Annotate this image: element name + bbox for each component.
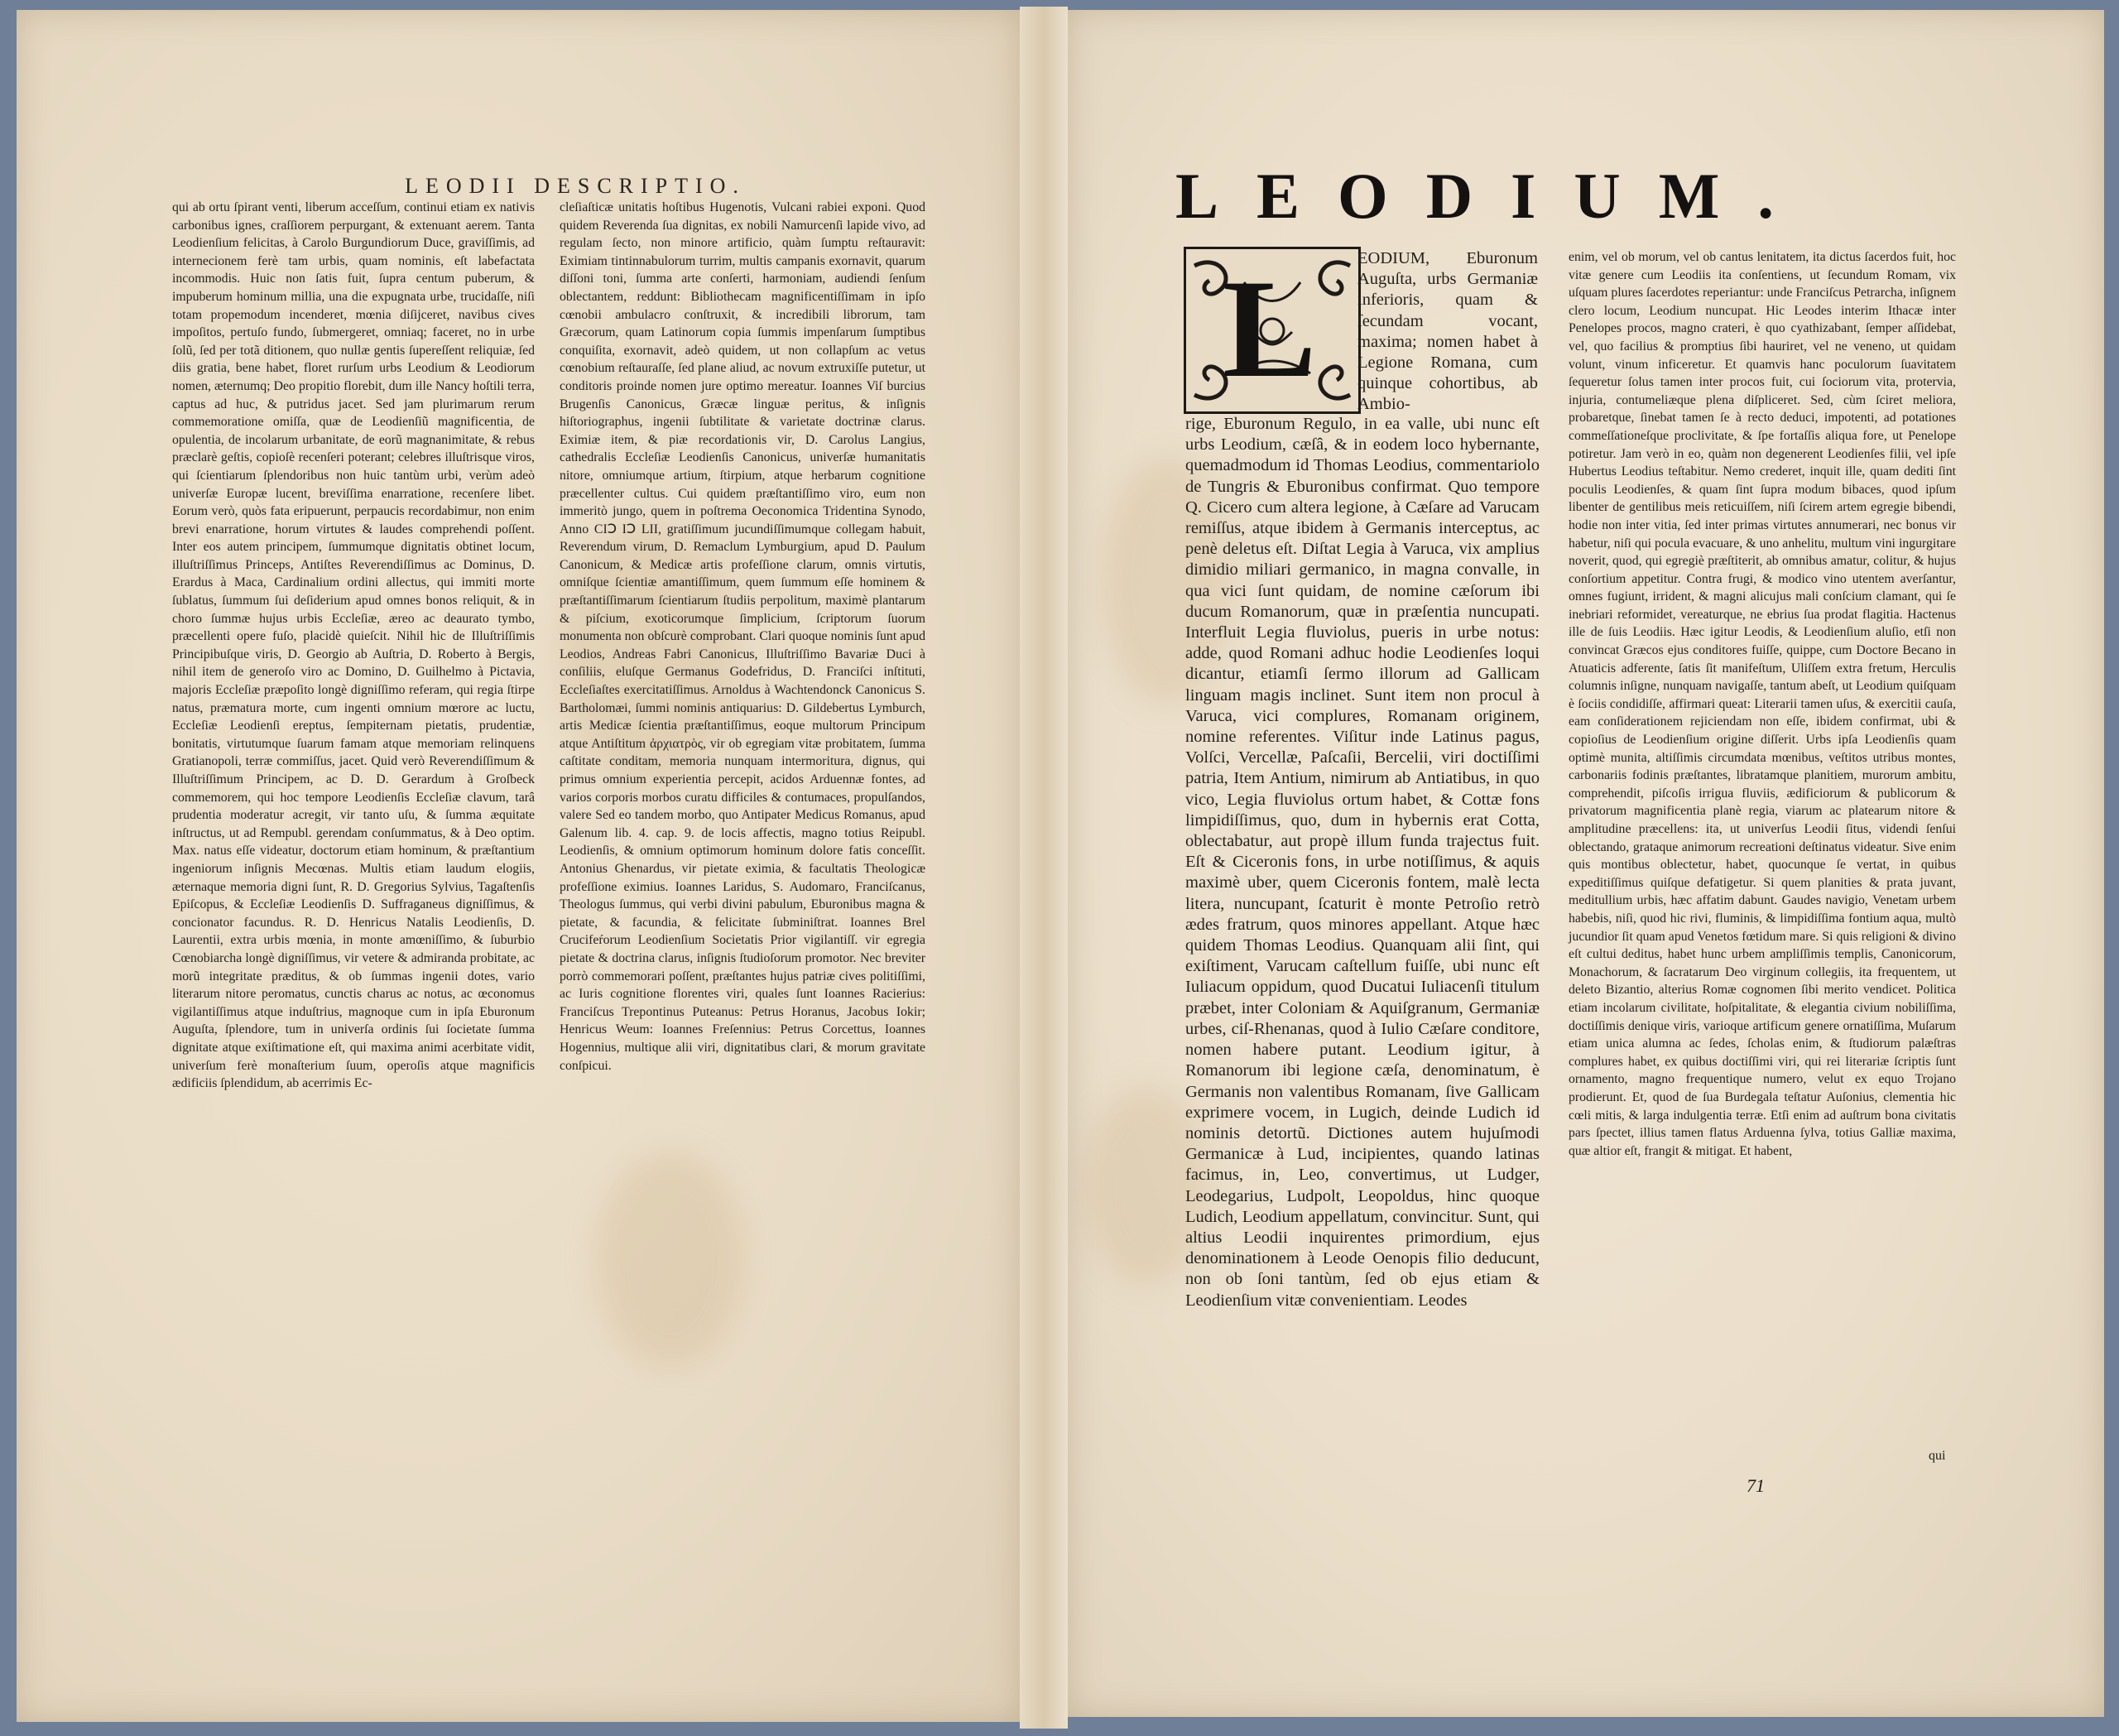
drop-cap-letter: L — [1223, 251, 1317, 406]
right-intro-text: EODIUM, Eburonum Auguſta, urbs Germaniæ inferioris, quam & ſecundam vocant, maxima; nomen habet à Legione Romana, cum quinque cohortibus, ab Ambio- — [1357, 249, 1538, 414]
page-title: LEODIUM. — [1175, 160, 1812, 232]
running-head: LEODII DESCRIPTIO. — [405, 174, 746, 198]
page-number: 71 — [1747, 1475, 1765, 1496]
center-fold — [1020, 7, 1068, 1729]
right-text-column-2: enim, vel ob morum, vel ob cantus lenitatem, ita dictus ſacerdos fuit, hoc vitæ genere cum Leodiis ita conſentiens, ut ſecundum Romam, vix uſquam plures ſacerdotes reperiantur: unde Franciſcus Petrarcha, inſignem clero locum, Leodium nuncupat. Hic Leodes interim Ithacæ inter Penelopes procos, magno crateri, è quo cyathizabant, ſemper aſſidebat, vel, quo facilius & promptius ſibi hauriret, vel ne veneno, ut quidam volunt, vinum inficeretur. Et quamvis hanc poculorum ſuavitatem ſequeretur ſolus tamen inter procos fuit, cui ſociorum vita, protervia, injuria, contumeliæque plena diſpliceret. Sed, cùm ſciret meliora, probaretque, ſinebat tamen ſe à recto deduci, impotenti, ad potationes commeſſationeſque proclivitate, & ſpe fortaſſis aliqua fore, ut Penelope potiretur. Jam verò in eo, quàm non degenerent Leodienſes filii, vel ipſe Hubertus Leodius teſtabitur. Nemo crederet, inquit ille, quam dediti ſint poculis Leodienſes, & quam ſint ſupra modum bibaces, quod ipſum libenter de gentilibus meis reticuiſſem, niſi ſcirem artem egregie bibendi, hodie non inter vitia, ſed inter primas virtutes annumerari, nec bonus vir habetur, niſi qui pocula evacuare, & uno anhelitu, multum vini ingurgitare noverit, quod, qui egregiè præſtiterit, ab omnibus amatur, colitur, & hujus conſortium appetitur. Contra frugi, & modico vino utentem averſantur, omnes fugiunt, irrident, & magni alicujus mali conſcium clamant, qui ſe inebriari reformidet, vereaturque, ne ebrius ſua prodat flagitia. Hactenus ille de ſuis Leodiis. Hæc igitur Leodis, & Leodienſium aluſio, etſi non convincat Græcos ejus conditores fuiſſe, quippe, cum Doctore Becano in Atuaticis adferente, ſatis ſit manifeſtum, Uliſſem extra fretum, Herculis columnis inſigne, nunquam navigaſſe, tantum abeſt, ut Leodium quiſquam è ſociis condidiſſe, affirmari queat: Literarii tamen uſus, & exercitii cauſa, eam conſiderationem rejiciendam non eſſe, ibidem confirmat, ubi & copioſius de Leodienſium origine diſſerit. Urbs ipſa Leodienſis quam optimè munita, altiſſimis circumdata mœnibus, veſtitos utribus montes, carbonariis fodinis præſtantes, libratamque planitiem, murorum ambitu, comprehendit, piſcoſis irrigua fluviis, ædificiorum & publicorum & privatorum magnificentia planè regia, viarum ac platearum nitore & amplitudine præcellens: ita, ut univerſus Leodii ſitus, videndi ſenſui oblectando, grataque animorum recreationi deſtinatus videatur. Sive enim quis montibus oblectetur, habet, quocunque ſe vertat, in quibus expeditiſſimus quiſque defatigetur. Si quem planities & prata juvant, meditullium urbis, hæc affatim dabunt. Gaudes navigio, Venetam urbem habebis, niſi, quod hic rivi, fluminis, & limpidiſſima fontium aqua, multò jucundior ſit quam apud Venetos fœtidum mare. Si quis religioni & divino eſt cultui deditus, habet hunc urbem ampliſſimis templis, Canonicorum, Monachorum, & ſacratarum Deo virginum collegiis, ita frequentem, ut deleto Bizantio, alterius Romæ cognomen ſibi merito vendicet. Politica etiam incolarum civilitate, hoſpitalitate, & elegantia civium nobiliſſima, doctiſſimis denique viris, varioque artificum genere ornatiſſima, Muſarum etiam unica alumna ac ſedes, ſcholas enim, & ſtudiorum palæſtras complures habet, ex quibus doctiſſimi viri, qui rei literariæ ſcriptis ſunt ornamento, magno frequentique numero, velut ex equo Trojano prodierunt. Et, quod de ſua Burdegala teſtatur Auſonius, clementia hic cœli mitis, & larga indulgentia terræ. Etſi enim ad auſtrum bona civitatis pars ſpectet, illius tamen flatus Arduenna ſylva, totius Galliæ maxima, quæ altior eſt, frangit & mitigat. Et habent, — [1569, 250, 1956, 1158]
catchword: qui — [1929, 1449, 1946, 1463]
decorated-initial-letter — [1184, 247, 1361, 414]
paper-stain — [596, 1152, 745, 1368]
left-text-column-2: cleſiaſticæ unitatis hoſtibus Hugenotis, Vulcani rabiei exponi. Quod quidem Reverenda ſua dignitas, ex nobili Namurcenſi lapide vivo, ad regulam ſecto, non minore artificio, quàm ſumptu reſtauravit: Eximiam tintinnabulorum turrim, multis campanis exornavit, quarum diſſoni toni, ſumma arte conſerti, harmoniam, audiendi ſenſum oblectantem, reddunt: Bibliothecam magnificentiſſimam in ipſo cœnobii ambulacro conſtruxit, & incredibili librorum, tam Græcorum, quam Latinorum copia ſummis impenſarum ſumptibus conquiſita, exornavit, adeò quidem, ut non collapſum ac vetus cœnobium reſtauraſſe, ſed plane aliud, ac novum extruxiſſe putetur, ut conditoris proinde nomen jure optimo mereatur. Ioannes Viſ burcius Brugenſis Canonicus, Græcæ linguæ peritus, & inſignis hiſtoriographus, ingenii ſubtilitate & varietate doctrinæ clarus. Eximiæ item, & piæ recordationis vir, D. Carolus Langius, cathedralis Eccleſiæ Leodienſis Canonicus, univerſæ humanitatis nitore, omniumque artium, ſtirpium, atque herbarum cognitione præcellenter cultus. Cui quidem præſtantiſſimo viro, eum non immeritò jungo, quem in poſtrema Oeconomica Tridentina Synodo, Anno CIↃ IↃ LII, gratiſſimum jucundiſſimumque collegam habuit, Reverendum virum, D. Remaclum Lymburgium, apud D. Paulum Canonicum, & Medicæ artis profeſſione clarum, omnis virtutis, omniſque ſcientiæ amantiſſimum, quem ſummum eſſe hominem & præſtantiſſimarum ſcientiarum ſtudiis perpolitum, maximè plantarum & piſcium, exoticorumque ſimplicium, ſcriptorum ſuorum monumenta non obſcurè comprobant. Clari quoque nominis ſunt apud Leodios, Andreas Fabri Canonicus, Illuſtriſſimo Bavariæ Duci à conſiliis, eluſque Germanus Godefridus, D. Franciſci inſtituti, Eccleſiaſtes exercitatiſſimus. Arnoldus à Wachtendonck Canonicus S. Bartholomæi, ſummi nominis antiquarius: D. Gildebertus Lymburch, artis Medicæ ſcientia præſtantiſſimus, eoque multorum Principum atque Antiſtitum ἀρχιατρὸς, vir ob egregiam vitæ probitatem, ſumma caſtitate conditam, memoria nunquam intermoritura, dignus, qui primus omnium experientia percepit, acidos Arduennæ fontes, ad varios corporis morbos curatu difficiles & contumaces, propulſandos, valere Sed eo tandem morbo, quo Antipater Medicus Romanus, apud Galenum lib. 4. cap. 9. de locis affectis, magno totius Reipubl. Leodienſis, & omnium optimorum hominum dolore fatis conceſſit. Antonius Ghenardus, vir pietate eximia, & facultatis Theologicæ profeſſione eximius. Ioannes Laridus, S. Audomaro, Franciſcanus, Theologus ſummus, qui verbi divini pabulum, Eburonibus magna & pietate, & facundia, & felicitate ſubminiſtrat. Ioannes Brel Crucifeŕorum Leodienſium Societatis Prior vigilantiſſ. vir egregia pietate & doctrina clarus, inſignis ſtudioſorum promotor. Nec breviter porrò commemorari poſſent, præſtantes hujus patriæ cives politiſſimi, ac Iuris cognitione florentes viri, quales ſunt Ioannes Racierius: Franciſcus Trepontinus Puteanus: Petrus Horanus, Jacobus Iokir; Henricus Weum: Ioannes Freſennius: Petrus Corcettus, Ioannes Hogennius, multique alii viri, dignitatibus clari, & morum gravitate conſpicui. — [560, 200, 925, 1073]
left-text-column-1: qui ab ortu ſpirant venti, liberum acceſſum, continui etiam ex nativis carbonibus ignes, craſſiorem perpurgant, & extenuant aerem. Tanta Leodienſium felicitas, à Carolo Burgundiorum Duce, graviſſimis, ad internecionem ferè tam urbis, quam nominis, eſt labefactata incommodis. Huic non ſatis fuit, ſupra centum puberum, & impuberum hominum millia, una die expugnata urbe, trucidaſſe, niſi totam propemodum incenderet, mœnia diſijceret, navibus cives impoſitos, pertuſo fundo, ſubmergeret, omniaq; faceret, no in urbe ſolũ, ſed per totã ditionem, quo nullæ gentis ſupereſſent reliquiæ, ſed diis gratia, bene habet, floret rurſum urbs Leodium & Leodiorum nomen, æternumq; Deo propitio florebit, dum ille Nancy hoſtili terra, captus ad huc, & putridus jacet. Sed jam plurimarum rerum commemoratione omiſſa, quæ de Leodienſiũ magnificentia, de opulentia, de incolarum urbanitate, de eorũ magnanimitate, & rebus præclarè geſtis, copioſè recenſeri poterant; celebres illuſtrisque viros, qui ſcientiarum ſplendoribus non huic tantùm urbi, verùm adeò univerſæ Europæ lucent, breviſſima enarratione, recenſere libet. Eorum verò, quòs fata eripuerunt, perpaucis recordabimur, non enim brevi enarratione, horum virtutes & laudes comprehendi poſſent. Inter eos autem principem, ſummumque dignitatis obtinet locum, illuſtriſſimus Princeps, Antiſtes Reverendiſſimus ac Dominus, D. Erardus à Maca, Cardinalium ordini allectus, qui immiti morte ſublatus, ſummum ſui deſiderium apud omnes bonos reliquit, & in choro ſummæ hujus urbis Eccleſiæ, æreo ac deaurato tymbo, præcellenti opere fuſo, placidè quieſcit. Nihil hic de Illuſtriſſimis Principibuſque viris, D. Georgio ab Auſtria, D. Roberto à Bergis, nihil item de generoſo viro ac Domino, D. Guilhelmo à Pictavia, majoris Eccleſiæ præpoſito longè digniſſimo referam, qui regia ſtirpe natus, præmatura morte, cum ingenti omnium mœrore ac luctu, Eccleſiæ Leodienſi ereptus, ſempiternam pietatis, prudentiæ, bonitatis, virtutumque ſuarum famam atque memoriam relinquens Gratianopoli, terræ commiſſus, jacet. Quid verò Reverendiſſimum & Illuſtriſſimum Principem, ac D. D. Gerardum à Groſbeck commemorem, qui hoc tempore Leodienſis Eccleſiæ clavum, tarâ prudentia moderatur acregit, vir tanto uſu, & ſumma æquitate inſtructus, ut ad Rempubl. gerendam conſummatus, & à Deo optim. Max. natus eſſe videatur, doctorum etiam hominum, & præſtantium ingeniorum inſignis Mecœnas. Multis etiam laudum elogiis, æternaque memoria digni ſunt, R. D. Gregorius Sylvius, Tagaſtenſis Epiſcopus, & Eccleſiæ Leodienſis D. Suffraganeus digniſſimus, & concionator facundus. R. D. Henricus Natalis Leodienſis, D. Laurentii, extra urbis mœnia, in monte amœniſſimo, & ſuburbio Cœnobiarcha longè digniſſimus, vir vetere & admiranda probitate, ac morũ integritate præditus, & ob ſummas ingenii dotes, vario literarum nitore peromatus, cunctis charus ac notus, ac œconomus vigilantiſſimus atque induſtrius, magnoque cum in ipſa Eburonum Auguſta, ſplendore, tum in univerſa ordinis ſui ſocietate ſumma dignitate atque exiſtimatione eſt, qui maxima animi acerbitate vidit, univerſum ferè monaſterium ſuum, operoſis atque magnificis ædificiis ſplendidum, ab acerrimis Ec- — [172, 200, 535, 1091]
right-text-column-1: rige, Eburonum Regulo, in ea valle, ubi nunc eſt urbs Leodium, cæſâ, & in eodem loco hybernante, quemadmodum id Thomas Leodius, commentariolo de Tungris & Eburonibus confirmat. Quo tempore Q. Cicero cum altera legione, à Cæſare ad Varucam remiſſus, atque ibidem à Germanis interceptus, ac penè deletus eſt. Diſtat Legia à Varuca, vix amplius dimidio miliari germanico, in magna convalle, in qua vici ſunt quidam, de nomine cæſorum ibi ducum Romanorum, quæ in præſentia nuncupati. Interfluit Legia fluviolus, pueris in urbe notus: adde, quod Romani adhuc hodie Leodienſes loqui dicantur, etiamſi ſermo illorum ad Gallicam linguam magis inclinet. Sunt item non procul à Varuca, vici complures, Romanam originem, nomine referentes. Viſitur inde Latinus pagus, Volſci, Vercellæ, Paſcaſii, Bercelii, viri doctiſſimi patria, Item Antium, nimirum ab Antiatibus, in quo vico, Legia fluviolus ortum habet, & Cottæ fons limpidiſſimus, quo, dum in hybernis erat Cotta, oblectabatur, aut propè illum funda trajectus fuit. Eſt & Ciceronis fons, in urbe notiſſimus, & aquis maximè uber, quem Ciceronis fontem, malè lecta litera, nuncupant, ſcaturit è monte Petroſio retrò ædes fratrum, quos minores appellant. Atque hæc quidem Thomas Leodius. Quanquam alii ſint, qui exiſtiment, Varucam caſtellum fuiſſe, ubi nunc eſt Iuliacum oppidum, quod Ducatui Iuliacenſi titulum præbet, inter Coloniam & Aquiſgranum, Germaniæ urbes, ciſ-Rhenanas, quod à Iulio Cæſare conditore, nomen habere putant. Leodium igitur, à Romanorum ibi legione cæſa, denominatum, è Germanis non valentibus Romanam, ſive Gallicam exprimere vocem, in Lugich, deinde Ludich id nominis detortũ. Dictiones autem hujuſmodi Germanicæ à Lud, incipientes, quando latinas facimus, in, Leo, convertimus, ut Ludger, Leodegarius, Ludpolt, Leopoldus, hinc quoque Ludich, Leodium appellatum, convincitur. Sunt, qui altius Leodii inquirentes primordium, ejus denominationem à Leode Oenopis filio deducunt, non ob ſoni tantùm, ſed ob ejus etiam & Leodienſium vitæ convenientiam. Leodes — [1185, 415, 1540, 1310]
